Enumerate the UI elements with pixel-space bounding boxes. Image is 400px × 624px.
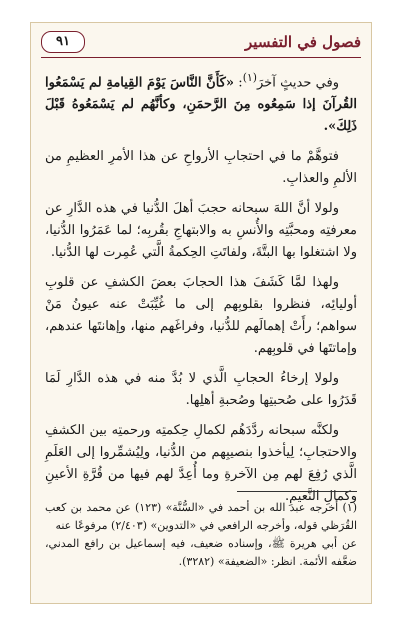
hadith-colon: :	[233, 75, 243, 91]
paragraph-6: ولكنَّه سبحانه ردَّدَهُم لكمالِ حِكمتِه ورحمتِه بين الكشفِ والاحتجابِ؛ لِيأخذوا بنصيبِهم من الدُّنيا، ولِيُشمِّروا إلى العَلَمِ الَّذي رُفِعَ لهم مِن الآخرةِ وما أُعِدَّ لهم فيها من قُرَّةِ الأعينِ وكمالِ النَّعيمِ.	[45, 423, 357, 505]
header-divider	[41, 57, 361, 58]
paragraph-4: ولهذا لمَّا كَشَفَ هذا الحجابَ بعضَ الكشفِ عن قلوبِ أوليائِه، فنظروا بقلوبِهم إلى ما غُيِّبَتْ عنه عيونُ مَنْ سواهم؛ رأَتْ إهمالَهم للدُّنيا، وفراغَهم منها، وإهانتَها عندهم، وإماتتَها في قلوبِهم.	[45, 275, 357, 357]
footnote-1-part-a: (١) أخرجه عبد الله بن أحمد في «السُّنَّة» (١٢٣) عن محمد بن كعب القُرَظي قوله، وأخرجه الرافعي في «التدوين» (٢/٤٠٣) مرفوعًا عنه	[45, 501, 358, 532]
running-title: فصول في التفسير	[245, 33, 361, 51]
footnotes	[45, 499, 357, 571]
hadith-quote: «كَأَنَّ النَّاسَ يَوْمَ القِيامةِ لم يَسْمَعُوا القُرآنَ إذا سَمِعُوه مِنَ الرَّحمَنِ، وكأنَّهُم لم يَسْمَعُوهُ قَبْلَ ذَلِكَ».	[45, 75, 357, 135]
paragraph-3: ولولا أنَّ اللهَ سبحانه حجبَ أهلَ الدُّنيا في هذه الدَّارِ عن معرفتِه ومحبَّتِه والأُنسِ به والابتهاجِ بقُربِه؛ لما عَمَرُوا الدُّنيا، ولا اشتغلوا بها البتَّةَ، ولفاتَتِ الحِكمةُ الَّتي عُمِرت لها الدُّنيا.	[45, 201, 357, 261]
footnote-1-part-b: عن أبي هريرة ﷺ، وإسناده ضعيف، فيه إسماعيل بن رافع المدني، ضعَّفه الأئمة. انظر: «الضعيفة» (٣٢٨٢).	[45, 537, 357, 568]
main-text	[45, 67, 357, 516]
paragraph-2: فتوهَّمْ ما في احتجابِ الأرواحِ عن هذا الأمرِ العظيمِ من الألمِ والعذابِ.	[45, 149, 357, 187]
page-header	[41, 31, 361, 55]
paragraph-5: ولولا إرخاءُ الحجابِ الَّذي لا بُدَّ منه في هذه الدَّارِ لَمَا قَدَرُوا على صُحبتِها وصُحبةِ أهلِها.	[45, 371, 357, 409]
page-number: ٩١	[41, 31, 85, 53]
book-page	[30, 22, 372, 604]
footnote-divider	[237, 491, 357, 492]
hadith-intro: وفي حديثٍ آخرَ	[256, 75, 340, 91]
paragraph-1	[45, 67, 357, 138]
footnote-marker: (١)	[242, 71, 257, 84]
